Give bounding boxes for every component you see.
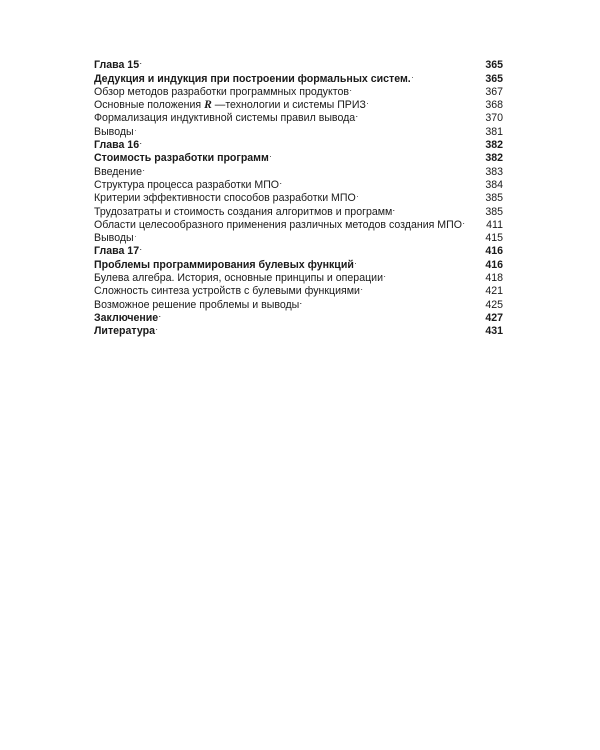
toc-entry-page: 383 xyxy=(485,165,503,178)
dot-leader xyxy=(140,135,484,148)
dot-leader xyxy=(140,55,484,68)
dot-leader xyxy=(280,175,484,188)
toc-entry-label: Проблемы программирования булевых функций xyxy=(94,258,354,271)
dot-leader xyxy=(463,215,484,228)
toc-entry-label: Сложность синтеза устройств с булевыми функциями xyxy=(94,285,360,298)
toc-entry-page: 365 xyxy=(485,59,503,72)
toc-entry-label: Глава 17 xyxy=(94,245,140,258)
toc-entry-page: 384 xyxy=(485,178,503,191)
toc-entry-page: 415 xyxy=(485,232,503,245)
toc-entry-page: 425 xyxy=(485,298,503,311)
toc-entry-deduction-induction[interactable] xyxy=(94,68,503,85)
toc-entry-boolean-programming[interactable] xyxy=(94,254,503,271)
toc-entry-page: 382 xyxy=(485,139,503,152)
toc-entry-label: Стоимость разработки программ xyxy=(94,152,269,165)
toc-entry-label: Глава 15 xyxy=(94,59,140,72)
dot-leader xyxy=(361,281,484,294)
toc-entry-label xyxy=(94,99,366,112)
toc-entry-label: Литература xyxy=(94,325,155,338)
toc-entry-introduction[interactable] xyxy=(94,161,503,178)
toc-entry-page: 365 xyxy=(485,72,503,85)
r-symbol: R xyxy=(204,99,212,112)
toc-entry-page: 370 xyxy=(485,112,503,125)
dot-leader xyxy=(384,268,484,281)
dot-leader xyxy=(156,321,484,334)
dot-leader xyxy=(350,82,484,95)
toc-entry-page: 416 xyxy=(485,258,503,271)
dot-leader xyxy=(300,294,484,307)
dot-leader xyxy=(270,148,484,161)
toc-entry-literature[interactable] xyxy=(94,321,503,338)
toc-entry-label: Булева алгебра. История, основные принципы и операции xyxy=(94,272,383,285)
dot-leader xyxy=(135,228,484,241)
toc-entry-page: 416 xyxy=(485,245,503,258)
toc-entry-page: 411 xyxy=(486,218,503,231)
toc-entry-page: 382 xyxy=(485,152,503,165)
toc-entry-label: Формализация индуктивной системы правил вывода xyxy=(94,112,356,125)
toc-entry-label: Введение xyxy=(94,165,142,178)
toc-entry-label: Возможное решение проблемы и выводы xyxy=(94,298,300,311)
toc-entry-label-after: —технологии и системы ПРИЗ xyxy=(211,99,366,112)
dot-leader xyxy=(140,241,484,254)
toc-entry-page: 418 xyxy=(485,272,503,285)
toc-entry-chapter-16[interactable] xyxy=(94,135,503,152)
dot-leader xyxy=(367,95,484,108)
toc-entry-label: Трудозатраты и стоимость создания алгоритмов и программ xyxy=(94,205,393,218)
toc-entry-label: Структура процесса разработки МПО xyxy=(94,178,280,191)
toc-entry-process-structure[interactable] xyxy=(94,175,503,191)
toc-entry-page: 427 xyxy=(485,311,503,324)
dot-leader xyxy=(159,308,484,321)
toc-entry-label: Заключение xyxy=(94,311,159,324)
toc-entry-label: Обзор методов разработки программных продуктов xyxy=(94,85,349,98)
toc-entry-page: 367 xyxy=(485,85,503,98)
toc-entry-conclusions-15[interactable] xyxy=(94,121,503,138)
dot-leader xyxy=(143,161,484,174)
toc-entry-page: 431 xyxy=(485,325,503,338)
toc-entry-development-cost[interactable] xyxy=(94,148,503,165)
toc-entry-label-before: Основные положения xyxy=(94,99,205,112)
toc-entry-conclusions-16[interactable] xyxy=(94,228,503,245)
toc-entry-label: Области целесообразного применения различных методов создания МПО xyxy=(94,218,462,231)
toc-entry-label: Выводы xyxy=(94,232,134,245)
dot-leader xyxy=(355,254,484,267)
toc-entry-page: 385 xyxy=(485,192,503,205)
toc-entry-label: Дедукция и индукция при построении формальных систем. xyxy=(94,72,411,85)
toc-entry-chapter-17[interactable] xyxy=(94,241,503,258)
toc-entry-page: 381 xyxy=(485,125,503,138)
dot-leader xyxy=(135,121,484,134)
toc-entry-label: Критерии эффективности способов разработки МПО xyxy=(94,192,356,205)
dot-leader xyxy=(356,108,484,121)
toc-entry-page: 385 xyxy=(485,205,503,218)
dot-leader xyxy=(412,68,484,81)
toc-entry-label: Выводы xyxy=(94,125,134,138)
toc-entry-page: 421 xyxy=(485,285,503,298)
dot-leader xyxy=(393,201,484,214)
toc-entry-chapter-15[interactable] xyxy=(94,55,503,72)
toc-entry-page: 368 xyxy=(485,99,503,112)
toc-entry-label: Глава 16 xyxy=(94,139,140,152)
dot-leader xyxy=(357,188,484,201)
table-of-contents xyxy=(94,55,503,338)
